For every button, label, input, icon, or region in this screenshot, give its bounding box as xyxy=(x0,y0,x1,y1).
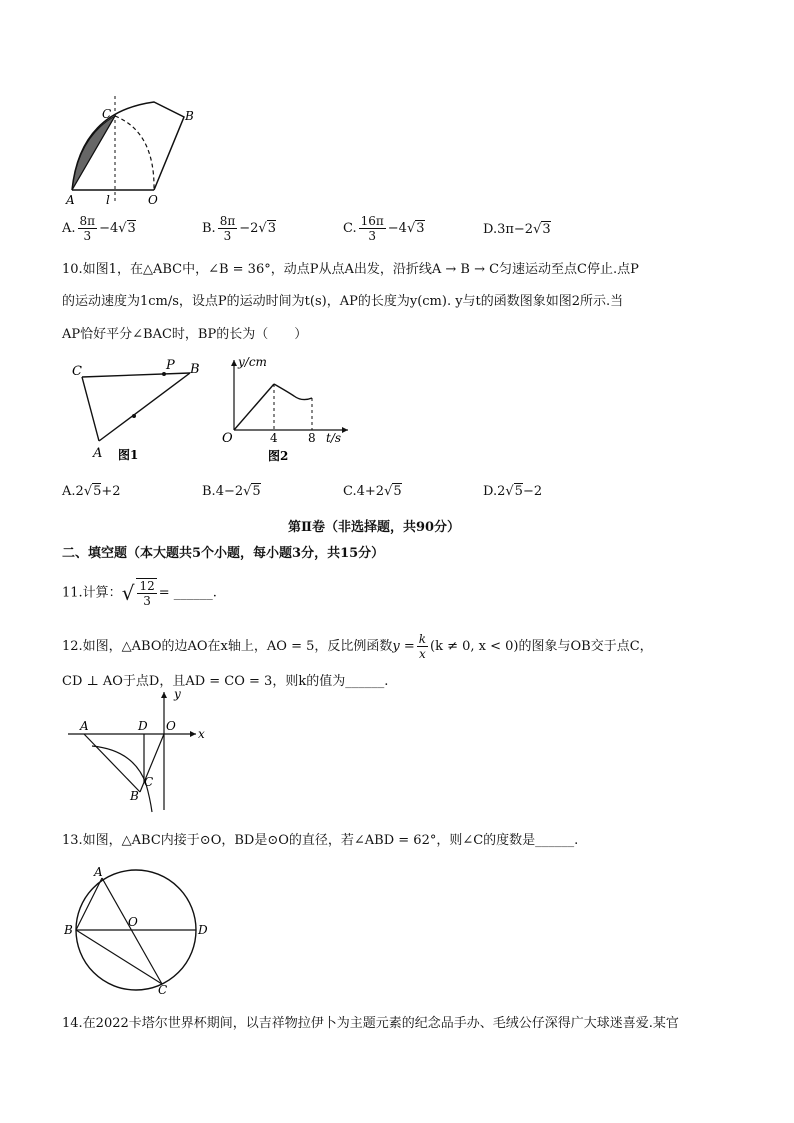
q14-line: 14.在2022卡塔尔世界杯期间，以吉祥物拉伊卜为主题元素的纪念品手办、毛绒公仔深得广大球迷喜爱.某官 xyxy=(62,1016,679,1031)
q9-option-d[interactable]: D.3π−2√3 xyxy=(483,222,551,237)
q10-option-d[interactable]: D.2√5−2 xyxy=(483,484,543,499)
q9-label-c: C xyxy=(102,107,112,121)
q10-figure2 xyxy=(218,350,358,468)
q12-fig-b: B xyxy=(130,789,139,803)
q10-fig2-t8: 8 xyxy=(308,431,316,445)
q12-fig-c: C xyxy=(144,775,154,789)
q13-fig-d: D xyxy=(198,923,208,937)
q13-fig-o: O xyxy=(128,915,138,929)
q10-fig2-caption: 图2 xyxy=(268,449,289,463)
q10-fig2-xlabel: t/s xyxy=(326,431,342,445)
part2-title: 二、填空题（本大题共5个小题，每小题3分，共15分） xyxy=(62,546,385,561)
q13-figure xyxy=(64,862,214,994)
q10-fig1-b: B xyxy=(190,362,200,377)
q10-line2: 的运动速度为1cm/s，设点P的运动时间为t(s)，AP的长度为y(cm). y与t的函数图象如图2所示.当 xyxy=(62,294,624,309)
q13-fig-b: B xyxy=(64,923,73,937)
q10-line3: AP恰好平分∠BAC时，BP的长为（ ） xyxy=(62,327,308,342)
q9-label-a: A xyxy=(66,193,75,207)
q13-line: 13.如图，△ABC内接于⊙O，BD是⊙O的直径，若∠ABD = 62°，则∠C的度数是______. xyxy=(62,833,579,848)
q9-option-a[interactable]: A. $\frac{8\pi}{3}$ −4√3 xyxy=(62,214,136,243)
q10-fig2-o: O xyxy=(222,431,233,446)
q9-option-c[interactable]: C. $\frac{16\pi}{3}$ −4√3 xyxy=(343,214,425,243)
q13-fig-a: A xyxy=(94,865,103,879)
q9-figure xyxy=(60,92,210,212)
q11: 11.计算：√ $\frac{12}{3}$ = ______. xyxy=(62,579,217,608)
q9-label-l: l xyxy=(106,193,110,207)
q10-option-a[interactable]: A.2√5+2 xyxy=(62,484,121,499)
q12-fig-o: O xyxy=(166,719,176,733)
q10-fig1-caption: 图1 xyxy=(118,448,139,462)
q10-fig1-c: C xyxy=(72,364,82,379)
q12-line2: CD ⊥ AO于点D，且AD = CO = 3，则k的值为______. xyxy=(62,674,389,689)
q10-fig2-t4: 4 xyxy=(270,431,278,445)
q12-fig-a: A xyxy=(80,719,89,733)
q13-fig-c: C xyxy=(158,983,168,994)
q10-line1: 10.如图1，在△ABC中，∠B = 36°，动点P从点A出发，沿折线A → B → C匀速运动至点C停止.点P xyxy=(62,262,639,277)
q12-figure xyxy=(64,688,214,814)
q10-option-c[interactable]: C.4+2√5 xyxy=(343,484,402,499)
q12-fig-x: x xyxy=(198,727,205,741)
q10-figure1 xyxy=(66,355,216,467)
q10-option-b[interactable]: B.4−2√5 xyxy=(202,484,261,499)
q10-fig1-a: A xyxy=(93,446,103,461)
q10-fig1-p: P xyxy=(166,358,175,373)
q12-fig-d: D xyxy=(138,719,148,733)
section-title: 第Ⅱ卷（非选择题，共90分） xyxy=(288,520,461,535)
q9-option-b[interactable]: B. $\frac{8\pi}{3}$ −2√3 xyxy=(202,214,276,243)
q9-label-b: B xyxy=(185,109,194,123)
q12-fig-y: y xyxy=(174,688,181,701)
q12-line1: 12.如图，△ABO的边AO在x轴上，AO = 5，反比例函数y = $\frac{k}{x}$ (k ≠ 0, x < 0)的图象与OB交于点C， xyxy=(62,632,653,661)
q9-label-o: O xyxy=(148,193,158,207)
q10-fig2-ylabel: y/cm xyxy=(238,355,267,369)
